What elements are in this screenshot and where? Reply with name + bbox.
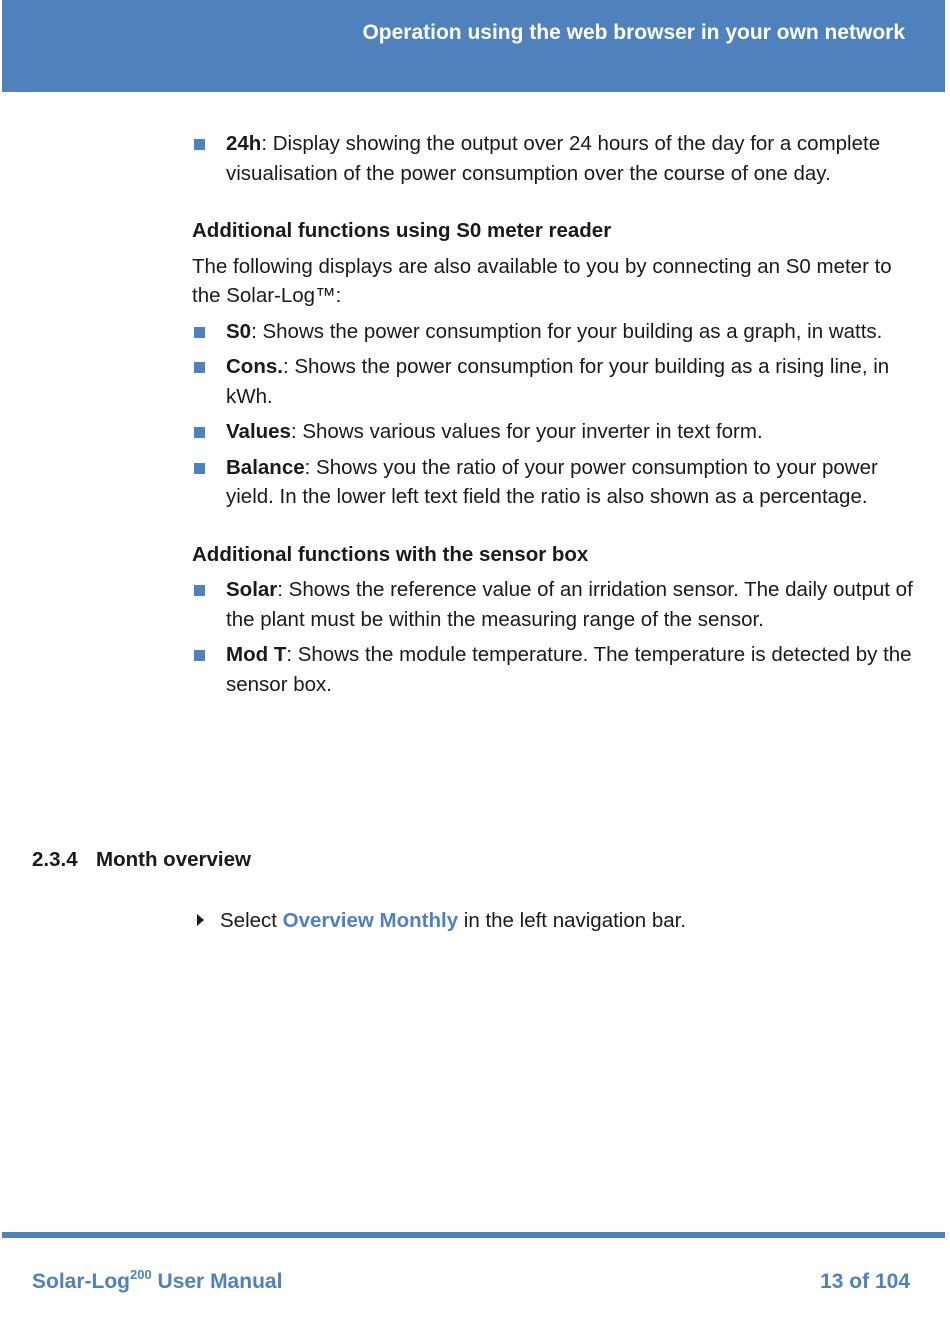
instruction-step <box>197 906 686 936</box>
item-text: : Shows the reference value of an irridation sensor. The daily output of the plant must be within the measuring range of the sensor. <box>226 578 913 631</box>
page-content <box>192 129 914 705</box>
spacer <box>192 518 914 540</box>
triangle-arrow-icon <box>197 914 204 926</box>
item-term: Values <box>226 420 291 443</box>
item-term: 24h <box>226 132 262 155</box>
overview-monthly-term: Overview Monthly <box>282 909 459 932</box>
item-term: Mod T <box>226 643 287 666</box>
square-bullet-icon <box>194 327 205 338</box>
square-bullet-icon <box>194 463 205 474</box>
item-term: Solar <box>226 578 278 601</box>
item-term: Cons. <box>226 355 283 378</box>
square-bullet-icon <box>194 362 205 373</box>
square-bullet-icon <box>194 585 205 596</box>
item-text: : Shows the power consumption for your building as a rising line, in kWh. <box>226 355 890 408</box>
sensor-section-heading: Additional functions with the sensor box <box>192 542 589 566</box>
list-item-24h <box>192 129 914 188</box>
section-title: Month overview <box>96 848 251 871</box>
s0-section-paragraph: The following displays are also available to you by connecting an S0 meter to the Solar-Log™: <box>192 254 892 307</box>
list-item-mod-t <box>192 640 914 699</box>
s0-section-heading: Additional functions using S0 meter reader <box>192 219 612 242</box>
item-text: : Shows the power consumption for your building as a graph, in watts. <box>251 319 883 343</box>
step-prefix: Select <box>220 909 283 932</box>
footer-manual-title <box>32 1267 283 1294</box>
square-bullet-icon <box>194 650 205 661</box>
square-bullet-icon <box>194 427 205 438</box>
spacer <box>192 194 914 216</box>
section-heading <box>32 848 251 872</box>
step-suffix: in the left navigation bar. <box>458 909 687 932</box>
item-text: : Shows the module temperature. The temperature is detected by the sensor box. <box>226 643 912 696</box>
item-text: : Shows you the ratio of your power consumption to your power yield. In the lower left text field the ratio is also shown as a percentage. <box>226 455 878 508</box>
list-item-balance <box>192 453 914 512</box>
header-title: Operation using the web browser in your own network <box>362 21 905 44</box>
item-term: S0 <box>226 319 252 343</box>
item-text: : Display showing the output over 24 hours of the day for a complete visualisation of the power consumption over the course of one day. <box>226 132 881 185</box>
header-band <box>2 0 945 92</box>
footer-manual: User Manual <box>151 1270 283 1293</box>
list-item-s0 <box>192 317 914 347</box>
page-number: 13 of 104 <box>820 1270 910 1293</box>
footer-product: Solar-Log <box>32 1270 130 1293</box>
list-item-values <box>192 417 914 447</box>
footer-superscript: 200 <box>130 1267 152 1282</box>
section-number: 2.3.4 <box>32 848 78 871</box>
footer-rule <box>2 1232 945 1238</box>
item-text: : Shows various values for your inverter in text form. <box>290 420 763 443</box>
item-term: Balance <box>226 455 305 479</box>
list-item-solar <box>192 575 914 634</box>
list-item-cons <box>192 352 914 411</box>
square-bullet-icon <box>194 139 205 150</box>
